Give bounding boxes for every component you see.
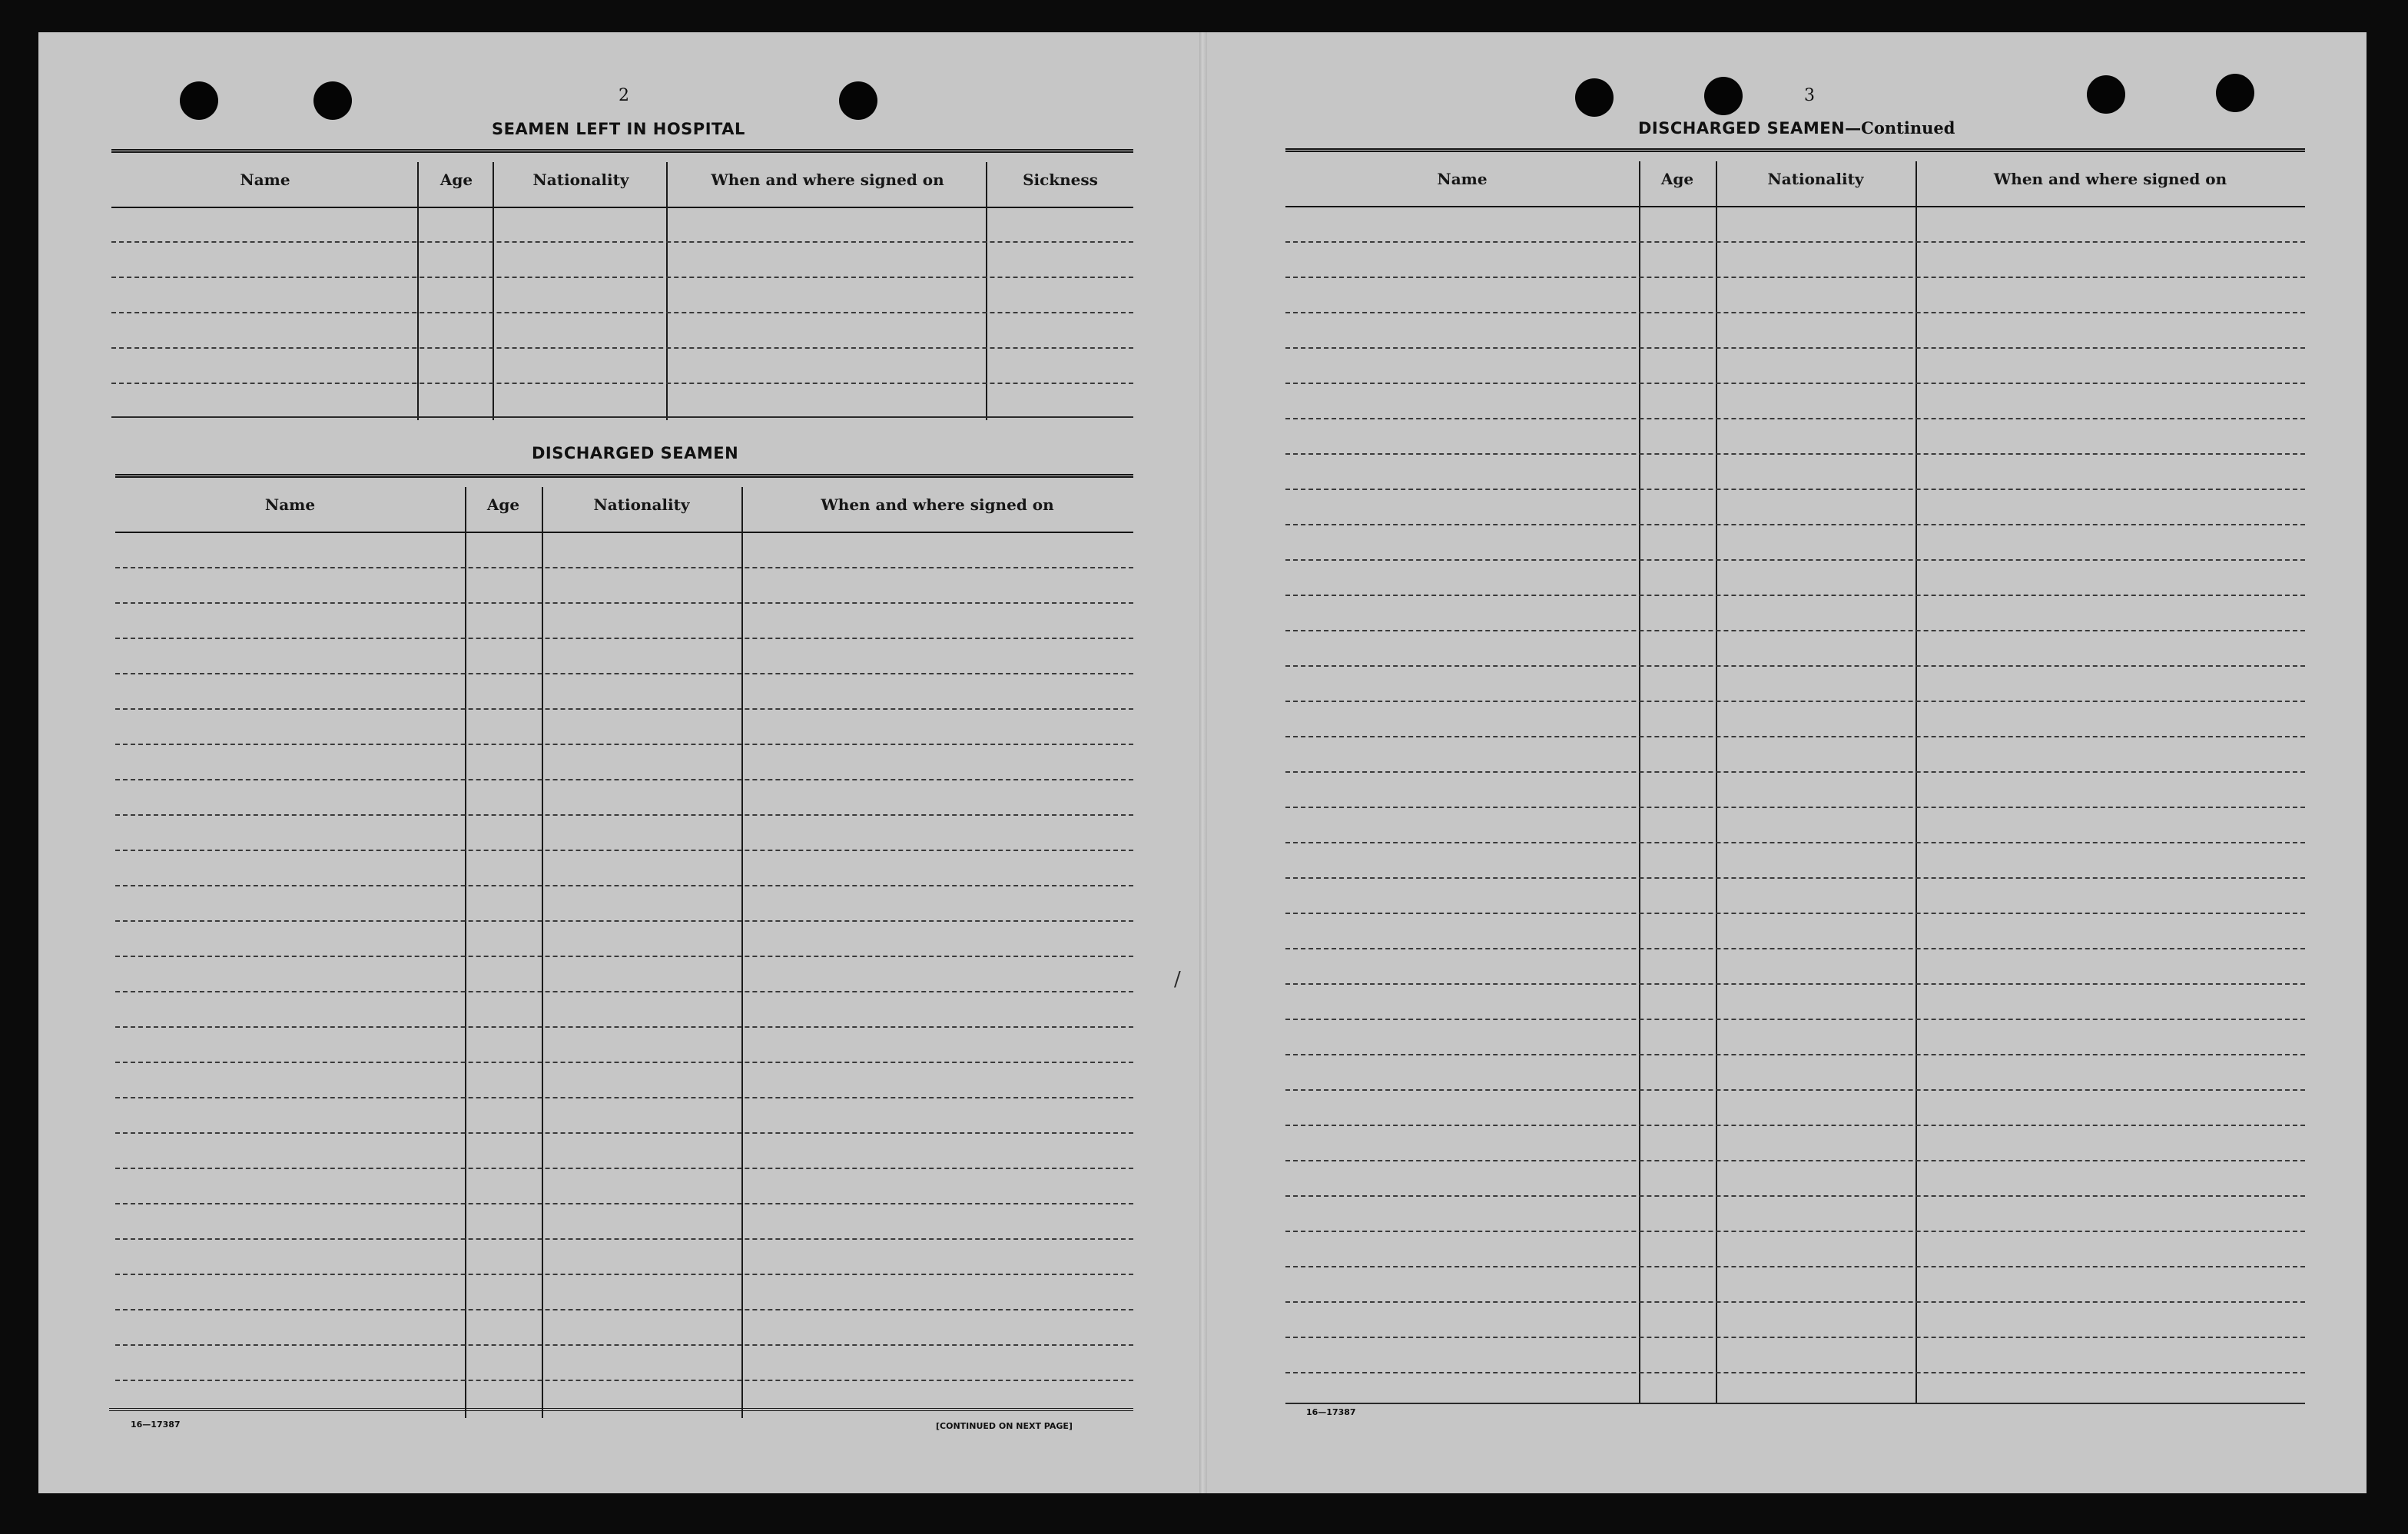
col-header-signed-on: When and where signed on — [1993, 170, 2227, 188]
table-row — [1285, 1301, 2305, 1303]
hospital-section-title: SEAMEN LEFT IN HOSPITAL — [492, 120, 745, 138]
table-row — [1285, 1089, 2305, 1091]
table-row — [1285, 595, 2305, 596]
discharged-table-right — [1285, 148, 2305, 1404]
punch-hole — [1704, 77, 1743, 115]
hospital-table-header — [111, 153, 1133, 208]
table-row — [115, 991, 1133, 992]
table-row — [1285, 630, 2305, 631]
table-row — [1285, 807, 2305, 808]
table-row — [115, 1062, 1133, 1063]
table-row — [111, 347, 1133, 349]
table-row — [115, 1168, 1133, 1169]
table-row — [115, 1309, 1133, 1310]
discharged-continued-title-suffix: —Continued — [1845, 118, 1955, 137]
table-row — [111, 241, 1133, 243]
table-row — [115, 1274, 1133, 1275]
column-divider — [666, 162, 668, 420]
col-header-sickness: Sickness — [1023, 171, 1098, 189]
column-divider — [493, 162, 494, 420]
table-row — [1285, 1019, 2305, 1020]
col-header-name: Name — [1437, 170, 1488, 188]
table-row — [1285, 983, 2305, 985]
table-bottom-rule — [109, 1408, 1133, 1411]
table-row — [1285, 1195, 2305, 1197]
table-row — [111, 416, 1133, 418]
table-row — [1285, 489, 2305, 490]
table-row — [1285, 241, 2305, 243]
table-row — [1285, 842, 2305, 843]
table-row — [111, 383, 1133, 384]
table-row — [115, 779, 1133, 780]
col-header-age: Age — [486, 495, 520, 514]
table-row — [1285, 877, 2305, 879]
discharged-table-left — [115, 474, 1133, 1416]
table-row — [115, 708, 1133, 710]
col-header-signed-on: When and where signed on — [821, 495, 1054, 514]
col-header-age: Age — [1660, 170, 1694, 188]
table-row — [1285, 347, 2305, 349]
page-number-left: 2 — [619, 86, 629, 105]
table-row — [115, 1097, 1133, 1098]
table-row — [115, 885, 1133, 886]
table-row — [115, 1238, 1133, 1240]
table-row — [1285, 418, 2305, 419]
col-header-nationality: Nationality — [593, 495, 690, 514]
punch-hole — [839, 81, 877, 120]
table-row — [1285, 1160, 2305, 1161]
column-divider — [741, 487, 743, 1418]
form-number-left: 16—17387 — [131, 1420, 181, 1430]
table-row — [1285, 913, 2305, 914]
table-row — [111, 312, 1133, 313]
discharged-section-title: DISCHARGED SEAMEN — [532, 444, 739, 462]
table-row — [1285, 383, 2305, 384]
table-row — [115, 567, 1133, 568]
form-number-right: 16—17387 — [1306, 1407, 1356, 1417]
table-row — [1285, 771, 2305, 773]
pencil-mark: / — [1174, 968, 1181, 991]
col-header-name: Name — [264, 495, 316, 514]
punch-hole — [313, 81, 352, 120]
table-row — [1285, 736, 2305, 737]
table-row — [115, 1026, 1133, 1028]
punch-hole — [1575, 78, 1614, 117]
discharged-table-right-header — [1285, 152, 2305, 207]
table-row — [1285, 1231, 2305, 1232]
table-row — [1285, 701, 2305, 702]
col-header-signed-on: When and where signed on — [711, 171, 944, 189]
column-divider — [542, 487, 543, 1418]
table-row — [115, 920, 1133, 922]
table-row — [115, 638, 1133, 639]
table-row — [1285, 1337, 2305, 1338]
page-fold — [1199, 32, 1207, 1493]
table-row — [115, 602, 1133, 604]
table-row — [111, 277, 1133, 278]
table-row — [115, 673, 1133, 674]
table-row — [115, 1344, 1133, 1346]
table-row — [1285, 1125, 2305, 1126]
table-row — [1285, 524, 2305, 525]
column-divider — [417, 162, 419, 420]
table-row — [1285, 277, 2305, 278]
table-row — [115, 744, 1133, 745]
table-row — [115, 850, 1133, 851]
col-header-nationality: Nationality — [532, 171, 629, 189]
table-row — [115, 814, 1133, 816]
table-row — [1285, 1054, 2305, 1055]
hospital-table — [111, 149, 1133, 420]
table-row — [1285, 665, 2305, 667]
continued-note: [CONTINUED ON NEXT PAGE] — [936, 1421, 1073, 1431]
table-row — [115, 1203, 1133, 1204]
table-row — [1285, 559, 2305, 561]
table-row — [115, 956, 1133, 957]
column-divider — [986, 162, 987, 420]
table-row — [115, 1132, 1133, 1134]
discharged-continued-title — [1638, 118, 1955, 137]
discharged-table-header — [115, 478, 1133, 533]
table-row — [1285, 1266, 2305, 1267]
column-divider — [465, 487, 466, 1418]
table-row — [1285, 453, 2305, 455]
table-row — [1285, 1372, 2305, 1373]
col-header-name: Name — [240, 171, 290, 189]
punch-hole — [2087, 75, 2125, 114]
table-row — [1285, 1403, 2305, 1404]
col-header-nationality: Nationality — [1767, 170, 1864, 188]
table-row — [1285, 312, 2305, 313]
punch-hole — [180, 81, 218, 120]
col-header-age: Age — [439, 171, 473, 189]
discharged-continued-title-main: DISCHARGED SEAMEN — [1638, 119, 1846, 137]
punch-hole — [2216, 74, 2254, 112]
table-row — [1285, 948, 2305, 949]
table-row — [115, 1380, 1133, 1381]
page-number-right: 3 — [1804, 86, 1815, 105]
